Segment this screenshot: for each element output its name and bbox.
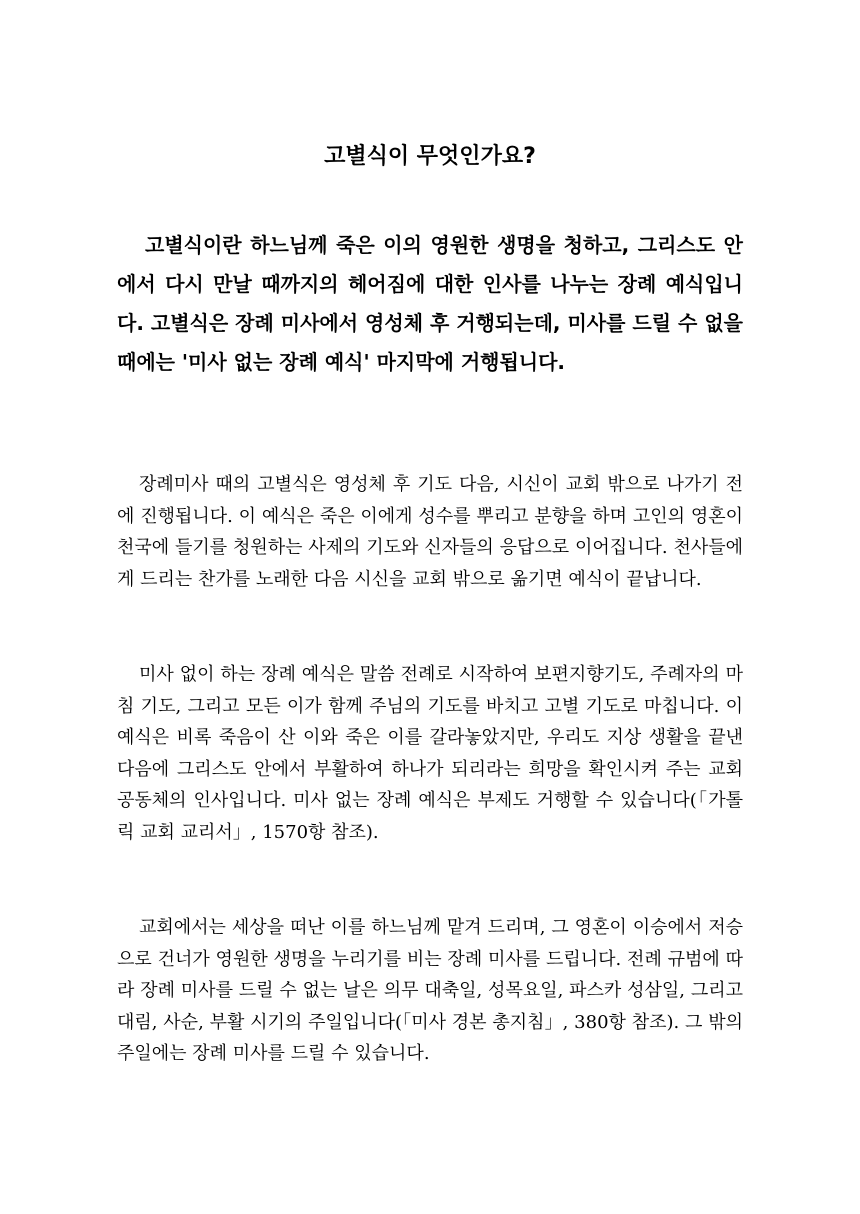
page-title: 고별식이 무엇인가요? <box>324 144 536 169</box>
body-paragraph-funeral-mass-farewell: 장례미사 때의 고별식은 영성체 후 기도 다음, 시신이 교회 밖으로 나가기 전에 진행됩니다. 이 예식은 죽은 이에게 성수를 뿌리고 분향을 하며 고인의 영혼이 천국에 들기를 청원하는 사제의 기도와 신자들의 응답으로 이어집니다. 천사들에게 드리는 찬가를 노래한 다음 시신을 교회 밖으로 옮기면 예식이 끝납니다. <box>117 474 743 590</box>
body-paragraph-funeral-rite-without-mass: 미사 없이 하는 장례 예식은 말씀 전례로 시작하여 보편지향기도, 주례자의 마침 기도, 그리고 모든 이가 함께 주님의 기도를 바치고 고별 기도로 마칩니다. 이 예식은 비록 죽음이 산 이와 죽은 이를 갈라놓았지만, 우리도 지상 생활을 끝낸 다음에 그리스도 안에서 부활하여 하나가 되리라는 희망을 확인시켜 주는 교회 공동체의 인사입니다. 미사 없는 장례 예식은 부제도 거행할 수 있습니다(「가톨릭 교회 교리서」, 1570항 참조). <box>117 664 743 843</box>
lead-paragraph: 고별식이란 하느님께 죽은 이의 영원한 생명을 청하고, 그리스도 안에서 다시 만날 때까지의 헤어짐에 대한 인사를 나누는 장례 예식입니다. 고별식은 장례 미사에서 영성체 후 거행되는데, 미사를 드릴 수 없을 때에는 '미사 없는 장례 예식' 마지막에 거행됩니다. <box>117 233 743 374</box>
body-paragraph-funeral-mass-rules: 교회에서는 세상을 떠난 이를 하느님께 맡겨 드리며, 그 영혼이 이승에서 저승으로 건너가 영원한 생명을 누리기를 비는 장례 미사를 드립니다. 전례 규범에 따라 장례 미사를 드릴 수 없는 날은 의무 대축일, 성목요일, 파스카 성삼일, 그리고 대림, 사순, 부활 시기의 주일입니다(「미사 경본 총지침」, 380항 참조). 그 밖의 주일에는 장례 미사를 드릴 수 있습니다. <box>117 917 743 1065</box>
